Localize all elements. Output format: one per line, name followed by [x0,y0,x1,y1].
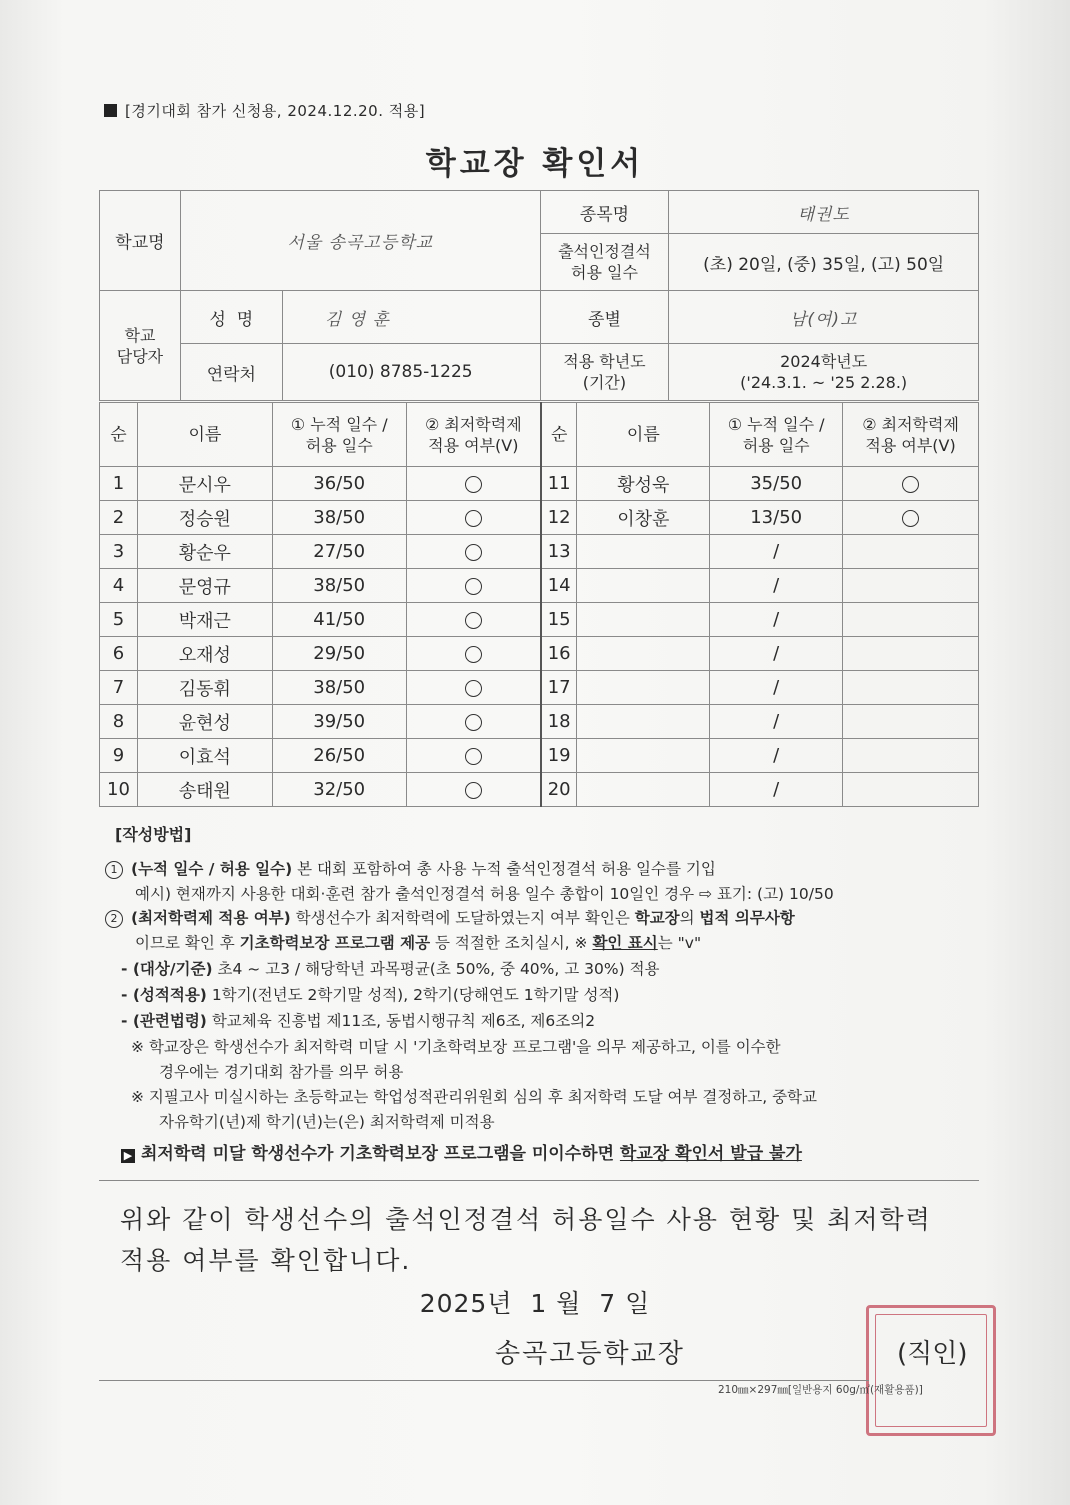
roster-no: 14 [541,569,577,603]
athlete-name [577,671,710,705]
athlete-name: 문영규 [137,569,272,603]
header-days: ① 누적 일수 / 허용 일수 [272,403,406,467]
roster-no: 5 [100,603,138,637]
minimum-check [406,501,541,535]
header-min-right: ② 최저학력제 적용 여부(V) [843,403,979,467]
roster-no: 16 [541,637,577,671]
header-no-right: 순 [541,403,577,467]
cumulative-days: / [710,637,843,671]
school-info-table [99,190,979,401]
athlete-name [577,739,710,773]
athlete-name [577,535,710,569]
athlete-name [577,705,710,739]
year-value [669,344,979,401]
divider-top [99,1180,979,1181]
athlete-name: 문시우 [137,467,272,501]
cumulative-days: / [710,705,843,739]
header-no: 순 [100,403,138,467]
circle-mark-icon [465,544,482,561]
arrow-right-box-icon: ▶ [121,1149,135,1163]
roster-no: 7 [100,671,138,705]
cumulative-days: / [710,569,843,603]
divider-bottom [99,1380,869,1381]
minimum-check [406,637,541,671]
header-min: ② 최저학력제 적용 여부(V) [406,403,541,467]
cumulative-days: / [710,671,843,705]
circle-mark-icon [465,680,482,697]
minimum-check [406,705,541,739]
circle-mark-icon [465,578,482,595]
instruction-line-2: 예시) 현재까지 사용한 대회·훈련 참가 출석인정결석 허용 일수 총합이 10일인 경우 ⇨ 표기: (고) 10/50 [135,885,834,903]
absence-value: (초) 20일, (중) 35일, (고) 50일 [669,234,979,291]
header-name-right: 이름 [577,403,710,467]
roster-header-row [100,403,979,467]
roster-no: 18 [541,705,577,739]
minimum-check [406,467,541,501]
roster-no: 8 [100,705,138,739]
circle-mark-icon [902,510,919,527]
athlete-name [577,637,710,671]
header-name: 이름 [137,403,272,467]
instruction-line-10: ※ 지필고사 미실시하는 초등학교는 학업성적관리위원회 심의 후 최저학력 도달 여부 결정하고, 중학교 [131,1088,818,1106]
minimum-check [843,637,979,671]
roster-row [100,637,979,671]
instruction-line-12: ▶ 최저학력 미달 학생선수가 기초학력보장 프로그램을 미이수하면 학교장 확인서 발급 불가 [121,1142,802,1167]
school-name: 서울 송곡고등학교 [180,191,540,291]
minimum-check [843,705,979,739]
circle-mark-icon [465,476,482,493]
minimum-check [843,671,979,705]
minimum-check [406,569,541,603]
cumulative-days: 27/50 [272,535,406,569]
instructions-title: [작성방법] [115,825,192,844]
minimum-check [406,671,541,705]
roster-row [100,569,979,603]
name-label: 성 명 [180,291,282,344]
roster-no: 6 [100,637,138,671]
cumulative-days: 26/50 [272,739,406,773]
roster-row [100,603,979,637]
principal-title: 송곡고등학교장 [495,1339,685,1369]
instruction-line-7: - (관련법령) 학교체육 진흥법 제11조, 동법시행규칙 제6조, 제6조의2 [121,1012,596,1030]
athlete-name [577,773,710,807]
sport-label: 종목명 [540,191,669,234]
absence-label-line1: 출석인정결석 [558,242,651,261]
minimum-check [406,603,541,637]
cumulative-days: 35/50 [710,467,843,501]
contact-label: 연락처 [180,344,282,401]
header-note [104,100,425,121]
instruction-line-11: 자유학기(년)제 학기(년)는(은) 최저학력제 미적용 [159,1113,495,1131]
instruction-line-9: 경우에는 경기대회 참가를 의무 허용 [159,1063,404,1081]
cumulative-days: 36/50 [272,467,406,501]
circle-mark-icon [902,476,919,493]
roster-row [100,535,979,569]
contact-value: (010) 8785-1225 [282,344,540,401]
roster-row [100,501,979,535]
school-label: 학교명 [100,191,181,291]
circle-mark-icon [465,714,482,731]
issue-date: 2025년 1 월 7 일 [419,1289,651,1318]
roster-row [100,671,979,705]
roster-row [100,467,979,501]
absence-label [540,234,669,291]
cumulative-days: 38/50 [272,569,406,603]
manager-label [100,291,181,401]
roster-no: 4 [100,569,138,603]
instruction-line-8: ※ 학교장은 학생선수가 최저학력 미달 시 '기초학력보장 프로그램'을 의무 제공하고, 이를 이수한 [131,1038,781,1056]
year-value-line1: 2024학년도 [780,352,868,371]
cumulative-days: 41/50 [272,603,406,637]
seal-placeholder: (직인) [897,1339,968,1369]
circle-mark-icon [465,510,482,527]
confirm-text-line2: 적용 여부를 확인합니다. [120,1246,412,1275]
red-seal-stamp [866,1305,996,1436]
athlete-roster-table [99,402,979,807]
year-label-line2: (기간) [582,373,627,392]
athlete-name: 황순우 [137,535,272,569]
roster-no: 11 [541,467,577,501]
document-title: 학교장 확인서 [425,146,645,182]
athlete-name: 박재근 [137,603,272,637]
square-bullet-icon [104,104,117,117]
roster-no: 12 [541,501,577,535]
roster-no: 15 [541,603,577,637]
cumulative-days: 13/50 [710,501,843,535]
roster-no: 10 [100,773,138,807]
header-days-right: ① 누적 일수 / 허용 일수 [710,403,843,467]
year-value-line2: ('24.3.1. ~ '25 2.28.) [740,373,908,392]
athlete-name: 윤현성 [137,705,272,739]
absence-label-line2: 허용 일수 [570,263,638,282]
minimum-check [843,739,979,773]
cumulative-days: 38/50 [272,501,406,535]
manager-label-line1: 학교 [124,325,156,345]
athlete-name: 정승원 [137,501,272,535]
cumulative-days: / [710,739,843,773]
athlete-name: 이효석 [137,739,272,773]
athlete-name [577,603,710,637]
minimum-check [406,773,541,807]
circled-1-icon: 1 [105,861,123,879]
confirm-text-line1: 위와 같이 학생선수의 출석인정결석 허용일수 사용 현황 및 최저학력 [120,1205,932,1234]
minimum-check [843,569,979,603]
roster-row [100,705,979,739]
instruction-line-4: 이므로 확인 후 기초학력보장 프로그램 제공 등 적절한 조치실시, ※ 확인 표시는 "v" [135,934,702,952]
circle-mark-icon [465,612,482,629]
minimum-check [843,501,979,535]
header-note-text: [경기대회 참가 신청용, 2024.12.20. 적용] [125,102,426,120]
athlete-name [577,569,710,603]
roster-no: 17 [541,671,577,705]
cumulative-days: 39/50 [272,705,406,739]
circle-mark-icon [465,748,482,765]
minimum-check [843,603,979,637]
year-label-line1: 적용 학년도 [563,352,646,371]
year-label [540,344,669,401]
instruction-line-3: 2 (최저학력제 적용 여부) 학생선수가 최저학력에 도달하였는지 여부 확인은 학교장의 법적 의무사항 [105,906,795,931]
manager-label-line2: 담당자 [116,346,164,366]
minimum-check [843,535,979,569]
roster-no: 2 [100,501,138,535]
cumulative-days: / [710,603,843,637]
minimum-check [406,535,541,569]
cumulative-days: 38/50 [272,671,406,705]
instruction-line-1: 1 (누적 일수 / 허용 일수) 본 대회 포함하여 총 사용 누적 출석인정결석 허용 일수를 기입 [105,857,716,882]
minimum-check [843,467,979,501]
category-label: 종별 [540,291,669,344]
circled-2-icon: 2 [105,910,123,928]
minimum-check [843,773,979,807]
instruction-line-6: - (성적적용) 1학기(전년도 2학기말 성적), 2학기(당해연도 1학기말 성적) [121,986,620,1004]
roster-no: 3 [100,535,138,569]
cumulative-days: 29/50 [272,637,406,671]
minimum-check [406,739,541,773]
roster-no: 20 [541,773,577,807]
manager-name: 김 영 훈 [282,291,540,344]
roster-no: 9 [100,739,138,773]
paper-spec: 210㎜×297㎜[일반용지 60g/㎡(재활용품)] [718,1384,923,1396]
instruction-line-5: - (대상/기준) 초4 ~ 고3 / 해당학년 과목평균(초 50%, 중 40%, 고 30%) 적용 [121,960,660,978]
cumulative-days: 32/50 [272,773,406,807]
athlete-name: 김동휘 [137,671,272,705]
roster-row [100,739,979,773]
cumulative-days: / [710,535,843,569]
circle-mark-icon [465,782,482,799]
athlete-name: 황성욱 [577,467,710,501]
roster-row [100,773,979,807]
roster-no: 19 [541,739,577,773]
cumulative-days: / [710,773,843,807]
roster-no: 1 [100,467,138,501]
sport-value: 태권도 [669,191,979,234]
athlete-name: 송태원 [137,773,272,807]
roster-no: 13 [541,535,577,569]
athlete-name: 오재성 [137,637,272,671]
circle-mark-icon [465,646,482,663]
category-value: 남(여)고 [669,291,979,344]
athlete-name: 이창훈 [577,501,710,535]
